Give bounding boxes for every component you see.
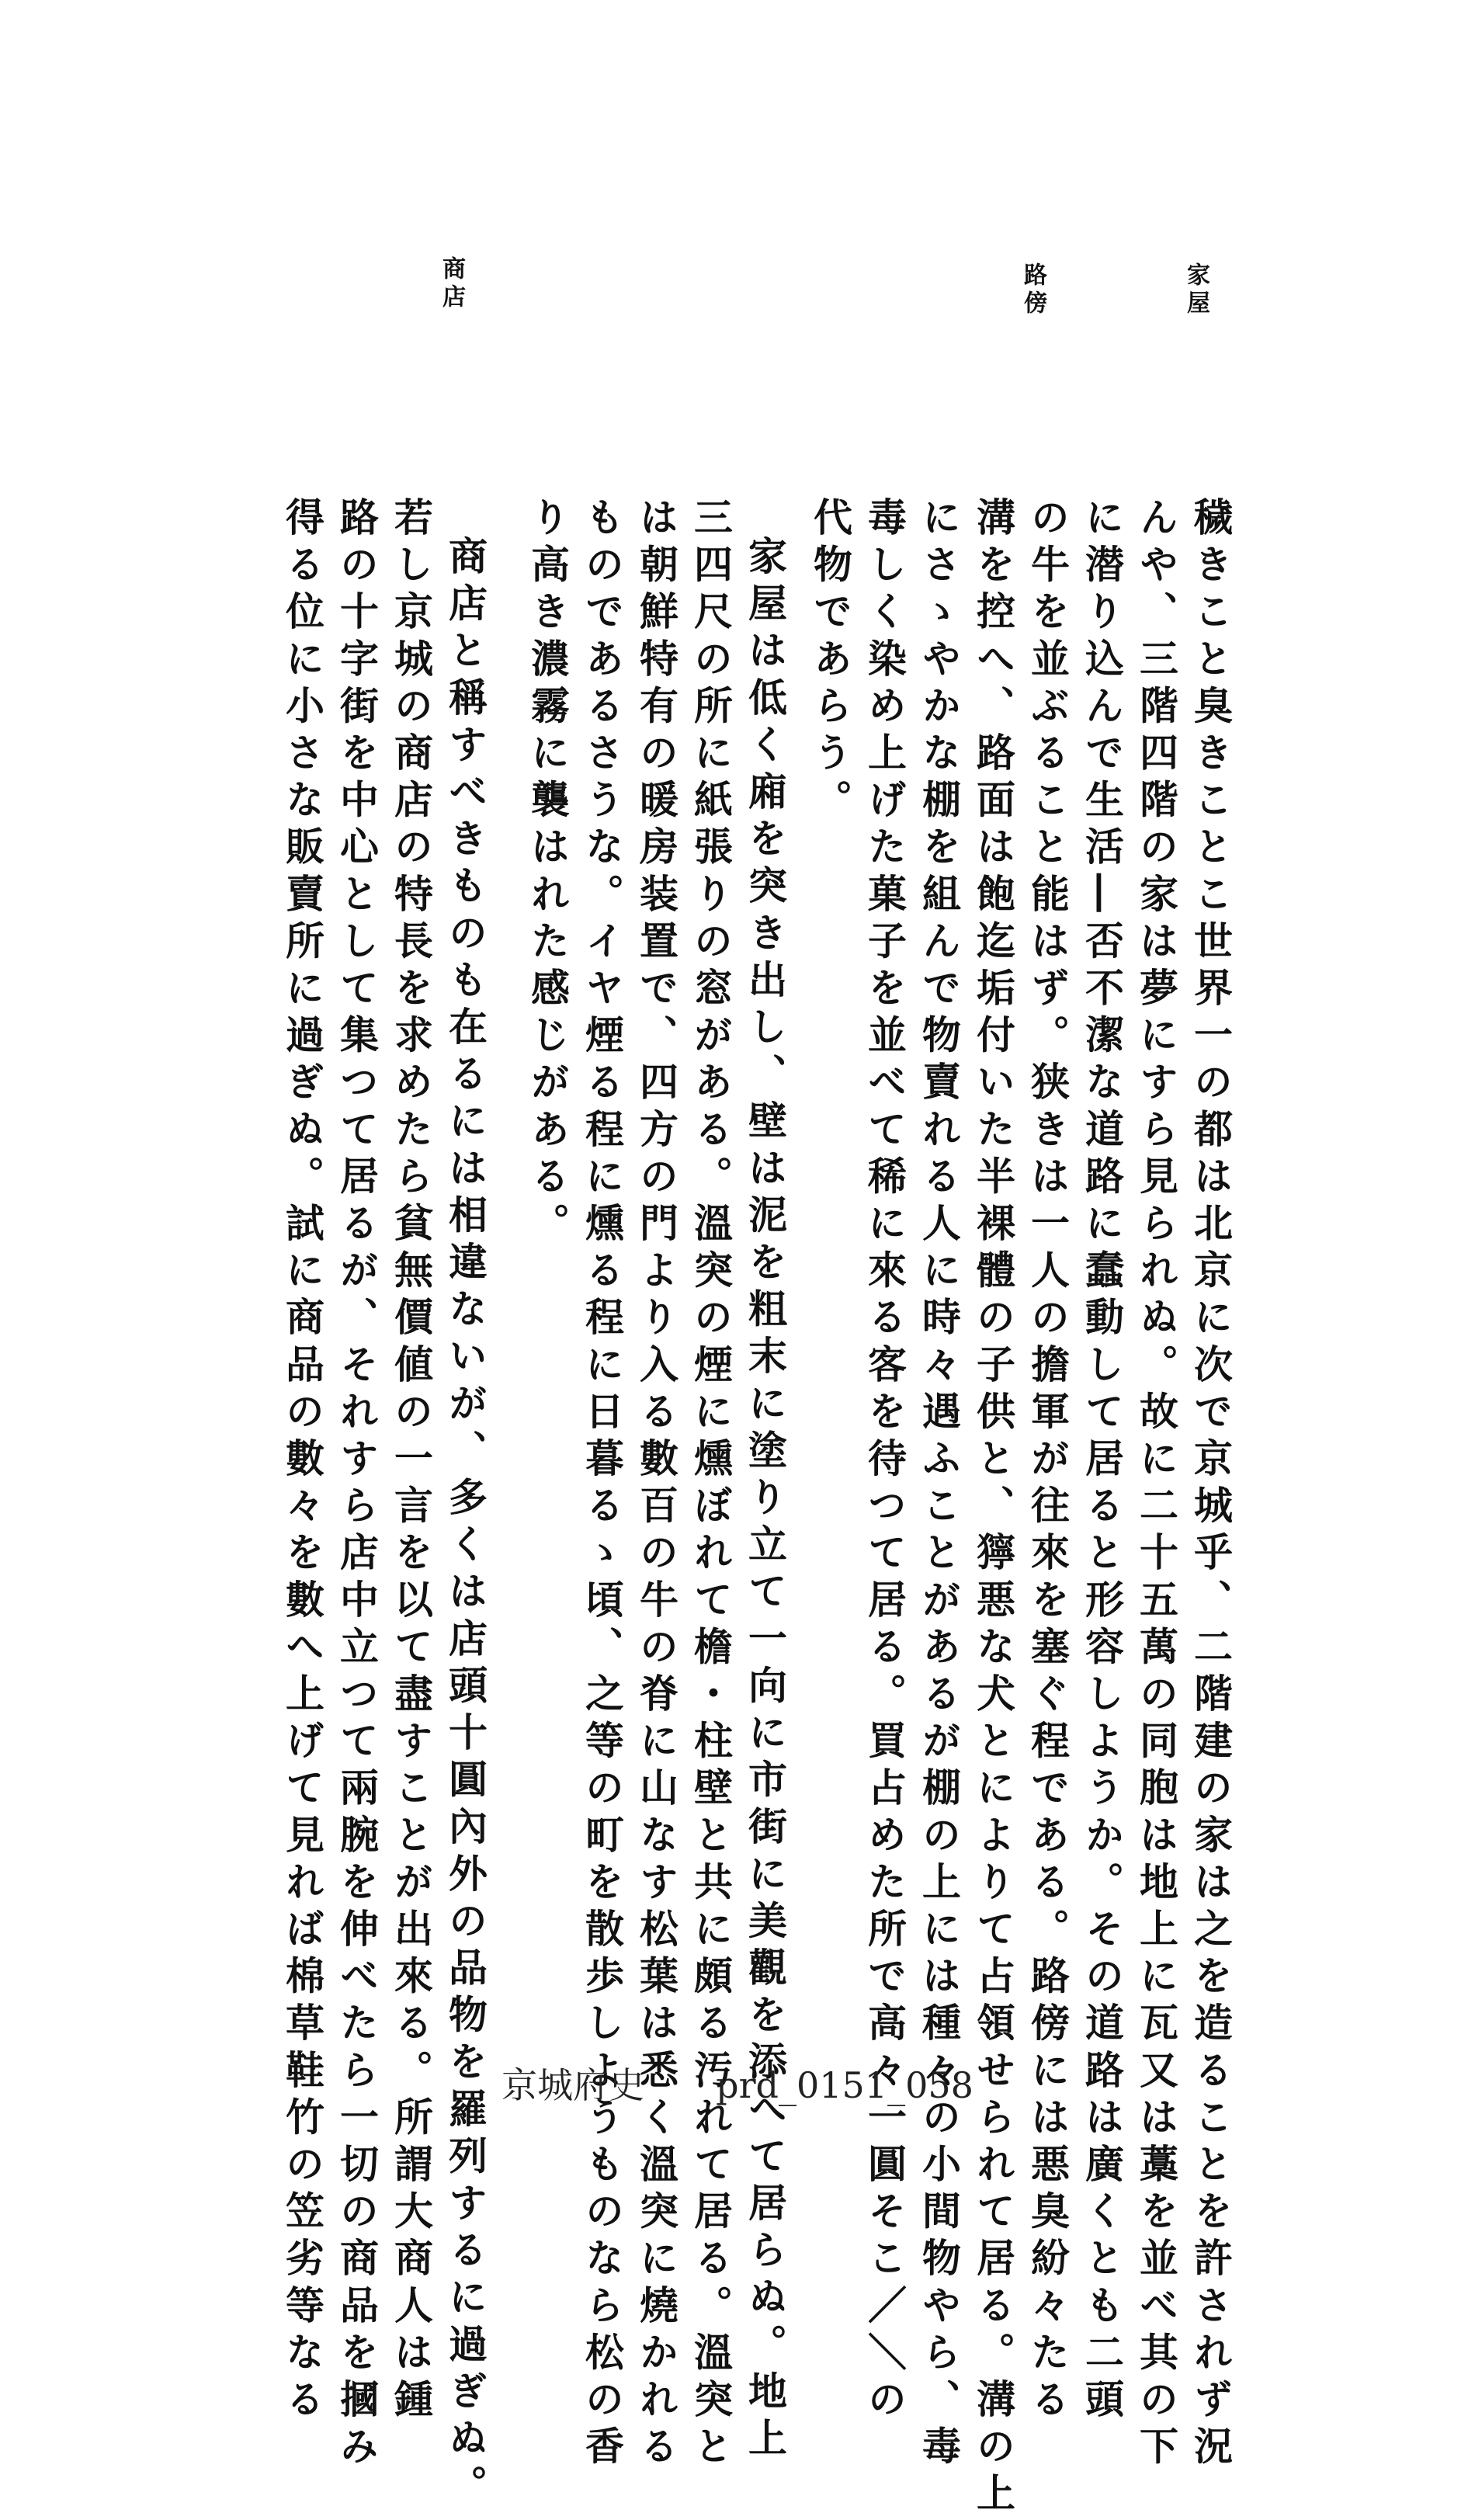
text-column-16: 路の十字街を中心として集つて居るが、それすら店中立つて兩腕を伸べたら一切の商品を摑み bbox=[334, 497, 380, 2473]
text-column-1: 穢きこと臭きことこ世界一の都は北京に次で京城乎、二階建の家は之を造ることを許されず況 bbox=[1188, 497, 1234, 2473]
text-column-14: 商店と稱すべきものも在るには相違ないが、多くは店頭十圓內外の品物を羅列するに過ぎぬ。 bbox=[442, 536, 488, 2512]
text-column-12: ものであるさうな。イヤ煙る程に燻る程に日暮るゝ頃、之等の町を散歩しようものなら松の香 bbox=[579, 497, 625, 2473]
text-column-7: 毒しく染め上げた菓子を並べて稀に來る客を待つて居る。買占めた所で高々一圓そこ／＼の bbox=[862, 497, 908, 2426]
text-column-5: 溝を控へ、路面は飽迄垢付いた半裸體の子供と、獰悪な犬とによりて占領せられて居る。溝の上 bbox=[970, 497, 1016, 2520]
text-column-13: り高き濃霧に襲はれた感じがある。 bbox=[525, 497, 571, 1250]
text-column-8: 代物であらう。 bbox=[807, 497, 853, 827]
text-column-17: 得る位に小さな販賣所に過ぎぬ。試に商品の數々を數へ上げて見れば棉草鞋竹の笠劣等なる bbox=[279, 497, 325, 2426]
text-column-6: にさゝやかな棚を組んで物賣れる人に時々遇ふことがあるが棚の上には種々の小間物やら、毒 bbox=[916, 497, 962, 2473]
text-column-2: んや、三階四階の家は夢にすら見られぬ。故に二十五萬の同胞は地上に瓦又は藁を並べ其の下 bbox=[1133, 497, 1179, 2473]
margin-heading-shouten: 商店 bbox=[438, 256, 465, 312]
page-footer-caption: 京城府史 prd_0151_058 bbox=[502, 2064, 974, 2106]
margin-heading-kaoku: 家屋 bbox=[1182, 262, 1210, 318]
text-column-15: 若し京城の商店の特長を求めたら貧無價値の一言を以て盡すことが出來る。所謂大商人は鍾 bbox=[388, 497, 434, 2426]
text-column-3: に潜り込んで生活―否不潔な道路に蠢動して居ると形容しようか。その道路は廣くとも二頭 bbox=[1079, 497, 1125, 2426]
text-column-10: 三四尺の所に紙張りの窓がある。溫突の煙に燻ぼれて檐・柱壁と共に頗る汚れて居る。溫突と bbox=[688, 497, 734, 2473]
text-column-9: 家屋は低く廂を突き出し、壁は泥を粗末に塗り立て一向に市街に美觀を添へて居らぬ。地上 bbox=[742, 536, 788, 2465]
margin-heading-robou: 路傍 bbox=[1019, 262, 1046, 318]
text-column-4: の牛を並ぶること能はず。狭きは一人の擔軍が往來を塞ぐ程である。路傍には悪臭紛々たる bbox=[1025, 497, 1071, 2426]
text-column-11: は朝鮮特有の暖房装置で、四方の門より入る數百の牛の脊に山なす松葉は悉く溫突に燒かれる bbox=[633, 497, 679, 2473]
